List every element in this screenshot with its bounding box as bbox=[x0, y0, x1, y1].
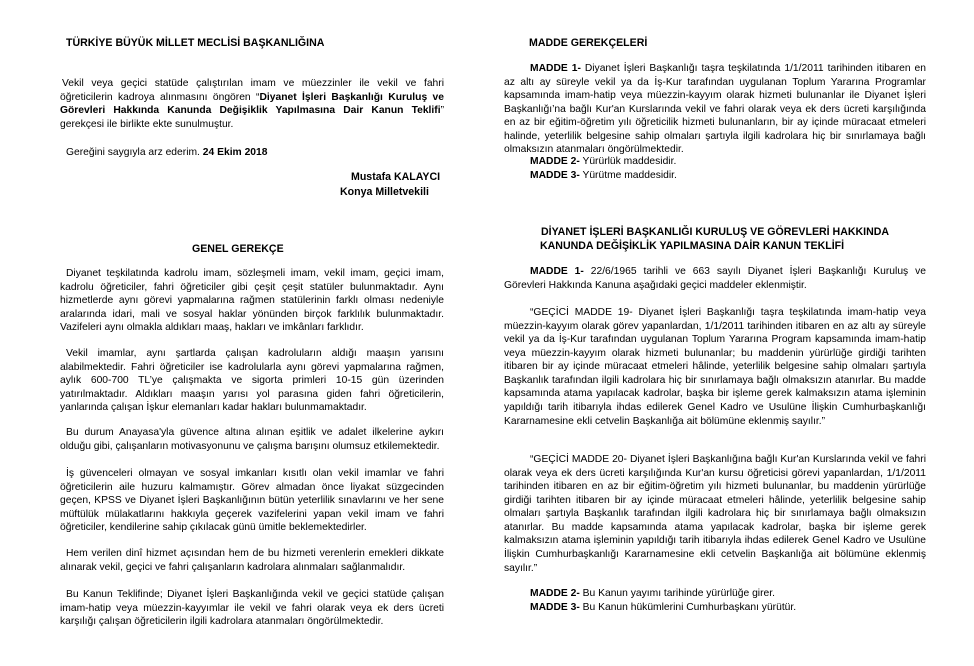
reason-article-3 bbox=[530, 169, 677, 183]
general-paragraph-4: İş güvenceleri olmayan ve sosyal imkanları kısıtlı olan vekil imamlar ve fahri öğreticilerin aile huzuru kalmamıştır. Görev almadan önce liyakat süzgecinden geçen, KPSS ve Diyanet İşleri Başkanlığının bütün yeterlilik sınavlarını ve her sene müftülük mülakatlarını hakkıyla geçerek vazifelerini yapan vekil imam ve fahri öğreticiler, kendilerine sahip çıkılacak günü ümitle beklemektedirler. bbox=[60, 468, 444, 534]
law-article-3-label: MADDE 3- bbox=[530, 602, 580, 613]
reason-article-2-label: MADDE 2- bbox=[530, 156, 580, 167]
law-article-1-label: MADDE 1- bbox=[530, 266, 584, 277]
reason-article-1-text: Diyanet İşleri Başkanlığı taşra teşkilatında 1/1/2011 tarihinden itibaren en az altı ay süreyle vekil ya da İş-Kur tarafından uygulanan Toplum Yararına Programlar kapsamında imam-hatip veya müezzin-kayyım olarak hizmeti bulunanlar ile Diyanet İşleri Başkanlığı’na bağlı Kur'an Kurslarında vekil ve fahri olarak veya ek ders ücreti karşılığında en az bir eğitim-öğretim yılı öğreticilik hizmeti bulunanların, bir ay içinde müracaat etmeleri halinde, yeterlilik belgesine sahip olmaları şartıyla ilgili kadrolara hiç bir sınırlamaya bağlı olmaksızın atanmaları öngörülmektedir. bbox=[504, 63, 926, 156]
general-paragraph-6: Bu Kanun Teklifinde; Diyanet İşleri Başkanlığında vekil ve geçici statüde çalışan imam-hatip veya müezzin-kayyımlar ile vekil ve fahri olarak veya ek ders ücreti karşılığı çalışan öğreticilerin ilgili kadrolara atanmaları öngörülmektedir. bbox=[60, 589, 444, 628]
regards-text: Gereğini saygıyla arz ederim. bbox=[66, 147, 203, 158]
law-article-2 bbox=[530, 587, 775, 601]
right-page bbox=[487, 0, 974, 666]
law-article-2-label: MADDE 2- bbox=[530, 588, 580, 599]
genel-gerekce-title: GENEL GEREKÇE bbox=[192, 243, 284, 255]
law-article-3 bbox=[530, 601, 796, 615]
intro-text-end: ” gerekçesi ile birlikte ekte sunulmuştur. bbox=[60, 105, 444, 130]
law-article-1-text: 22/6/1965 tarihli ve 663 sayılı Diyanet İşleri Başkanlığı Kuruluş ve Görevleri Hakkında Kanuna aşağıdaki geçici maddeler eklenmiştir. bbox=[504, 266, 926, 291]
intro-text: Vekil veya geçici statüde çalıştırılan imam ve müezzinler ile vekil ve fahri öğreticilerin kadroya alınmasını öngören “ bbox=[60, 78, 444, 103]
intro-paragraph bbox=[60, 77, 444, 131]
law-title-line-2: KANUNDA DEĞİŞİKLİK YAPILMASINA DAİR KANUN TEKLİFİ bbox=[540, 240, 845, 252]
madde-gerekceleri-title: MADDE GEREKÇELERİ bbox=[529, 37, 648, 49]
general-paragraph-2: Vekil imamlar, aynı şartlarda çalışan kadroluların aldığı maaşın yarısını alabilmektedir. Fahri öğreticiler ise kadrolularla aynı görevi yapmalarına rağmen, aylık 600-700 TL’ye çalışmakta ve sigorta primleri 10-15 gün üzerinden yatırılmaktadır. Aldıkları maaşın yarısı yol parasına giden fahri öğreticilerin, yanlarında çalışan İşkur elemanları kadar hakları bulunmamaktadır. bbox=[60, 348, 444, 414]
reason-article-3-label: MADDE 3- bbox=[530, 170, 580, 181]
law-title-line-1: DİYANET İŞLERİ BAŞKANLIĞI KURULUŞ VE GÖREVLERİ HAKKINDA bbox=[541, 226, 890, 238]
reason-article-3-text: Yürütme maddesidir. bbox=[579, 170, 677, 181]
bill-title-inline: Diyanet İşleri Başkanlığı Kuruluş ve Görevleri Hakkında Kanunda Değişiklik Yapılmasına Dair Kanun Teklifi bbox=[60, 91, 444, 117]
temporary-article-19: “GEÇİCİ MADDE 19- Diyanet İşleri Başkanlığı taşra teşkilatında imam-hatip veya müezzin-kayyım olarak görev yapanlardan, 1/1/2011 tarihinden itibaren en az altı ay süreyle vekil ya da İş-Kur tarafından uygulanan Toplum Yararına Program kapsamında imam-hatip veya müezzin-kayyım olarak hizmeti bulunanlar; bu maddenin yürürlüğe girdiği tarihten itibaren bir ay içinde müracaat etmeleri hâlinde, yeterlilik belgesine sahip olmaları şartıyla Başkanlık tarafından ilgili kadrolara hiç bir sınırlamaya bağlı olmaksızın atanırlar. Bu madde kapsamında atama yapılacak kadrolar, başka bir işleme gerek kalmaksızın atama işleminin yapıldığı tarih itibarıyla ihdas edilerek Genel Kadro ve Usulüne İlişkin Cumhurbaşkanlığı Kararnamesine ekli cetvelin Başkanlığa ait bölümüne eklenmiş sayılır.” bbox=[504, 307, 926, 427]
law-article-3-text: Bu Kanun hükümlerini Cumhurbaşkanı yürütür. bbox=[579, 602, 797, 613]
general-paragraph-1: Diyanet teşkilatında kadrolu imam, sözleşmeli imam, vekil imam, geçici imam, kadrolu öğreticiler, fahri öğreticiler gibi çeşit çeşit statüler bulunmaktadır. Aynı hizmetlerde aynı görevi yapmalarına rağmen statülerinin farklı olması nedeniyle aralarında idari, mali ve sosyal haklar yönünden birçok farklılık bulunmaktadır. Vazifeleri aynı olmakla aldıkları maaş, hakları ve imkânları farklıdır. bbox=[60, 268, 444, 334]
reason-article-2-text: Yürürlük maddesidir. bbox=[579, 156, 677, 167]
submission-date: 24 Ekim 2018 bbox=[202, 147, 268, 158]
addressee-heading: TÜRKİYE BÜYÜK MİLLET MECLİSİ BAŞKANLIĞINA bbox=[66, 37, 325, 49]
general-paragraph-5: Hem verilen dinî hizmet açısından hem de bu hizmeti verenlerin emekleri dikkate alınarak vekil, geçici ve fahri çalışanların kadrolara alınmaları sağlanmalıdır. bbox=[60, 548, 444, 573]
signer-name: Mustafa KALAYCI bbox=[351, 171, 441, 183]
reason-article-2 bbox=[530, 155, 676, 169]
reason-article-1-label: MADDE 1- bbox=[530, 63, 581, 74]
temporary-article-20: “GEÇİCİ MADDE 20- Diyanet İşleri Başkanlığına bağlı Kur'an Kurslarında vekil ve fahri olarak veya ek ders ücreti karşılığında Kur'an kursu öğreticisi görevi yapanlardan, 1/1/2011 tarihinden itibaren en az bir eğitim-öğretim yılı hizmeti bulunanlar, bu maddenin yürürlüğe girdiği tarihten itibaren bir ay içinde müracaat etmeleri hâlinde, yeterlilik belgesine sahip olmaları şartıyla Başkanlık tarafından ilgili kadrolara hiç bir sınırlamaya bağlı olmaksızın atanırlar. Bu madde kapsamında atama yapılacak kadrolar, başka bir işleme gerek kalmaksızın atama işleminin yapıldığı tarih itibarıyla ihdas edilerek Genel Kadro ve Usulüne İlişkin Cumhurbaşkanlığı Kararnamesine ekli cetvelin Başkanlığa ait bölümüne eklenmiş sayılır.” bbox=[504, 454, 926, 574]
signer-title: Konya Milletvekili bbox=[340, 186, 429, 198]
general-paragraph-3: Bu durum Anayasa'yla güvence altına alınan eşitlik ve adalet ilkelerine aykırı olduğu gibi, çalışanların motivasyonunu ve çalışma barışını olumsuz etkilemektedir. bbox=[60, 427, 444, 452]
regards-line bbox=[66, 146, 267, 160]
reason-article-1 bbox=[504, 62, 926, 157]
law-article-2-text: Bu Kanun yayımı tarihinde yürürlüğe girer. bbox=[579, 588, 775, 599]
law-article-1 bbox=[504, 265, 926, 292]
